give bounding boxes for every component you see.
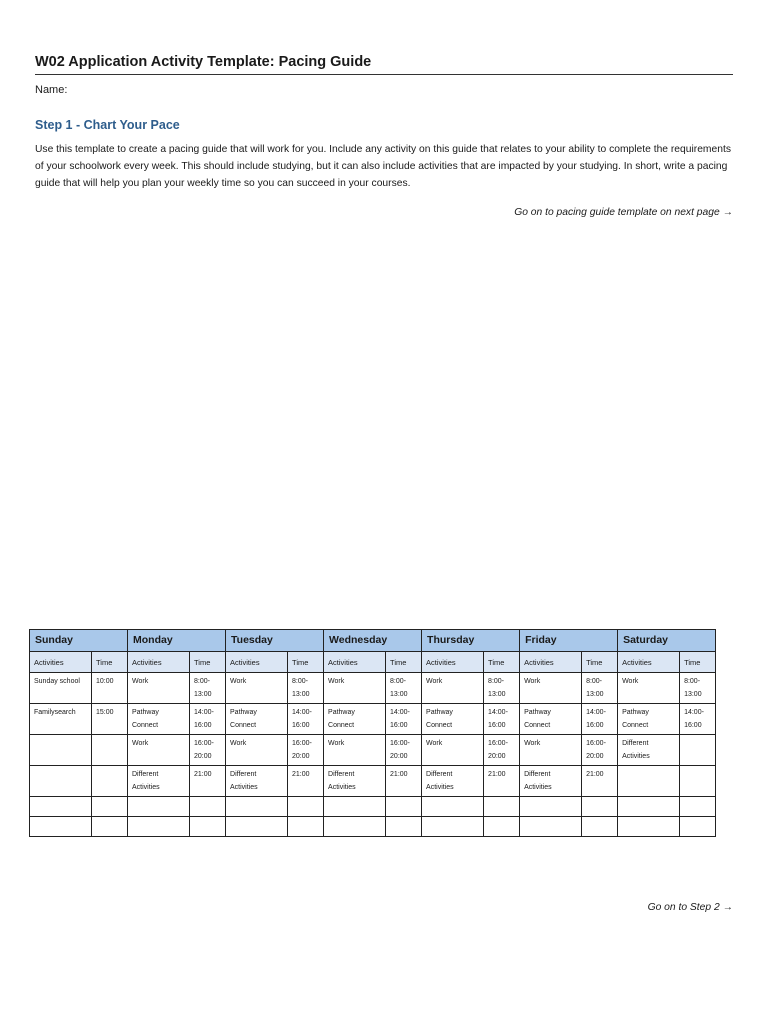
time-cell: 8:00-13:00: [288, 673, 324, 704]
activity-cell: [618, 817, 680, 837]
activity-cell: Pathway Connect: [226, 704, 288, 735]
activity-cell: Pathway Connect: [422, 704, 484, 735]
next-step-link[interactable]: [648, 902, 733, 913]
time-cell: 21:00: [386, 766, 422, 797]
activities-column-header: Activities: [226, 652, 288, 673]
time-cell: [582, 797, 618, 817]
activity-cell: [324, 817, 386, 837]
activity-cell: Work: [324, 735, 386, 766]
time-cell: 21:00: [484, 766, 520, 797]
table-row: [30, 797, 716, 817]
time-cell: 16:00-20:00: [484, 735, 520, 766]
activity-cell: Different Activities: [618, 735, 680, 766]
activity-cell: Different Activities: [520, 766, 582, 797]
time-cell: 21:00: [288, 766, 324, 797]
time-cell: 14:00-16:00: [288, 704, 324, 735]
table-row: [30, 817, 716, 837]
activities-column-header: Activities: [520, 652, 582, 673]
time-cell: 16:00-20:00: [582, 735, 618, 766]
time-column-header: Time: [582, 652, 618, 673]
day-header-row: [30, 630, 716, 652]
intro-paragraph: Use this template to create a pacing guide that will work for you. Include any activity on this guide that relates to your ability to complete the requirements of your schoolwork every week. This should include studying, but it can also include activities that are impacted by your studying. In short, write a pacing guide that will help you plan your weekly time so you can succeed in your courses.: [35, 144, 731, 189]
activities-column-header: Activities: [618, 652, 680, 673]
time-cell: [190, 817, 226, 837]
next-page-link[interactable]: [514, 207, 733, 218]
time-cell: [680, 735, 716, 766]
activities-column-header: Activities: [30, 652, 92, 673]
activity-cell: Work: [128, 735, 190, 766]
time-cell: 10:00: [92, 673, 128, 704]
activity-cell: Sunday school: [30, 673, 92, 704]
time-cell: [92, 766, 128, 797]
activity-cell: Work: [422, 673, 484, 704]
time-cell: 16:00-20:00: [288, 735, 324, 766]
activity-cell: [520, 817, 582, 837]
activity-cell: Pathway Connect: [324, 704, 386, 735]
time-cell: 14:00-16:00: [680, 704, 716, 735]
day-header: Sunday: [30, 630, 128, 652]
activity-cell: [422, 797, 484, 817]
activity-cell: [30, 817, 92, 837]
activity-cell: Different Activities: [422, 766, 484, 797]
pacing-guide-table: [29, 629, 716, 837]
activity-cell: [422, 817, 484, 837]
time-cell: 8:00-13:00: [484, 673, 520, 704]
time-cell: [288, 797, 324, 817]
day-header: Tuesday: [226, 630, 324, 652]
activity-cell: [520, 797, 582, 817]
time-column-header: Time: [386, 652, 422, 673]
day-header: Wednesday: [324, 630, 422, 652]
table-row: [30, 735, 716, 766]
time-cell: 8:00-13:00: [386, 673, 422, 704]
activity-cell: Work: [226, 673, 288, 704]
time-cell: 14:00-16:00: [484, 704, 520, 735]
time-cell: 8:00-13:00: [190, 673, 226, 704]
time-cell: [582, 817, 618, 837]
activity-cell: Pathway Connect: [520, 704, 582, 735]
activity-cell: Work: [324, 673, 386, 704]
column-header-row: [30, 652, 716, 673]
time-cell: 8:00-13:00: [680, 673, 716, 704]
activities-column-header: Activities: [324, 652, 386, 673]
time-column-header: Time: [92, 652, 128, 673]
activity-cell: [30, 735, 92, 766]
activity-cell: Work: [422, 735, 484, 766]
time-column-header: Time: [680, 652, 716, 673]
activity-cell: [226, 797, 288, 817]
time-cell: 14:00-16:00: [582, 704, 618, 735]
table-body: [30, 673, 716, 837]
time-cell: [92, 797, 128, 817]
time-column-header: Time: [288, 652, 324, 673]
time-cell: [680, 766, 716, 797]
activity-cell: Work: [520, 735, 582, 766]
time-cell: 16:00-20:00: [190, 735, 226, 766]
day-header: Monday: [128, 630, 226, 652]
time-cell: [484, 817, 520, 837]
time-cell: [680, 797, 716, 817]
time-cell: 21:00: [190, 766, 226, 797]
day-header: Thursday: [422, 630, 520, 652]
activity-cell: Pathway Connect: [618, 704, 680, 735]
next-page-link-label: Go on to pacing guide template on next page: [514, 207, 720, 218]
activity-cell: Work: [618, 673, 680, 704]
time-cell: 15:00: [92, 704, 128, 735]
time-column-header: Time: [190, 652, 226, 673]
arrow-right-icon: →: [722, 207, 733, 218]
activities-column-header: Activities: [128, 652, 190, 673]
activity-cell: [618, 766, 680, 797]
time-cell: [92, 817, 128, 837]
activity-cell: [226, 817, 288, 837]
activity-cell: Different Activities: [128, 766, 190, 797]
step-1-heading: Step 1 - Chart Your Pace: [35, 118, 180, 132]
table-row: [30, 673, 716, 704]
time-cell: [92, 735, 128, 766]
time-cell: 16:00-20:00: [386, 735, 422, 766]
activity-cell: [30, 766, 92, 797]
activity-cell: Different Activities: [226, 766, 288, 797]
time-cell: [680, 817, 716, 837]
page-title: W02 Application Activity Template: Pacing Guide: [35, 54, 733, 75]
next-step-link-label: Go on to Step 2: [647, 902, 720, 913]
activity-cell: Work: [520, 673, 582, 704]
activity-cell: Different Activities: [324, 766, 386, 797]
time-cell: [386, 797, 422, 817]
activity-cell: [618, 797, 680, 817]
time-cell: 8:00-13:00: [582, 673, 618, 704]
activity-cell: [30, 797, 92, 817]
time-cell: [190, 797, 226, 817]
activity-cell: [128, 817, 190, 837]
time-cell: [288, 817, 324, 837]
activities-column-header: Activities: [422, 652, 484, 673]
time-cell: [386, 817, 422, 837]
arrow-right-icon: →: [722, 902, 733, 913]
activity-cell: [128, 797, 190, 817]
day-header: Friday: [520, 630, 618, 652]
table-row: [30, 704, 716, 735]
time-column-header: Time: [484, 652, 520, 673]
time-cell: [484, 797, 520, 817]
activity-cell: Familysearch: [30, 704, 92, 735]
name-label: Name:: [35, 84, 68, 96]
time-cell: 21:00: [582, 766, 618, 797]
activity-cell: Work: [128, 673, 190, 704]
activity-cell: Work: [226, 735, 288, 766]
activity-cell: Pathway Connect: [128, 704, 190, 735]
activity-cell: [324, 797, 386, 817]
time-cell: 14:00-16:00: [190, 704, 226, 735]
time-cell: 14:00-16:00: [386, 704, 422, 735]
table-row: [30, 766, 716, 797]
day-header: Saturday: [618, 630, 716, 652]
